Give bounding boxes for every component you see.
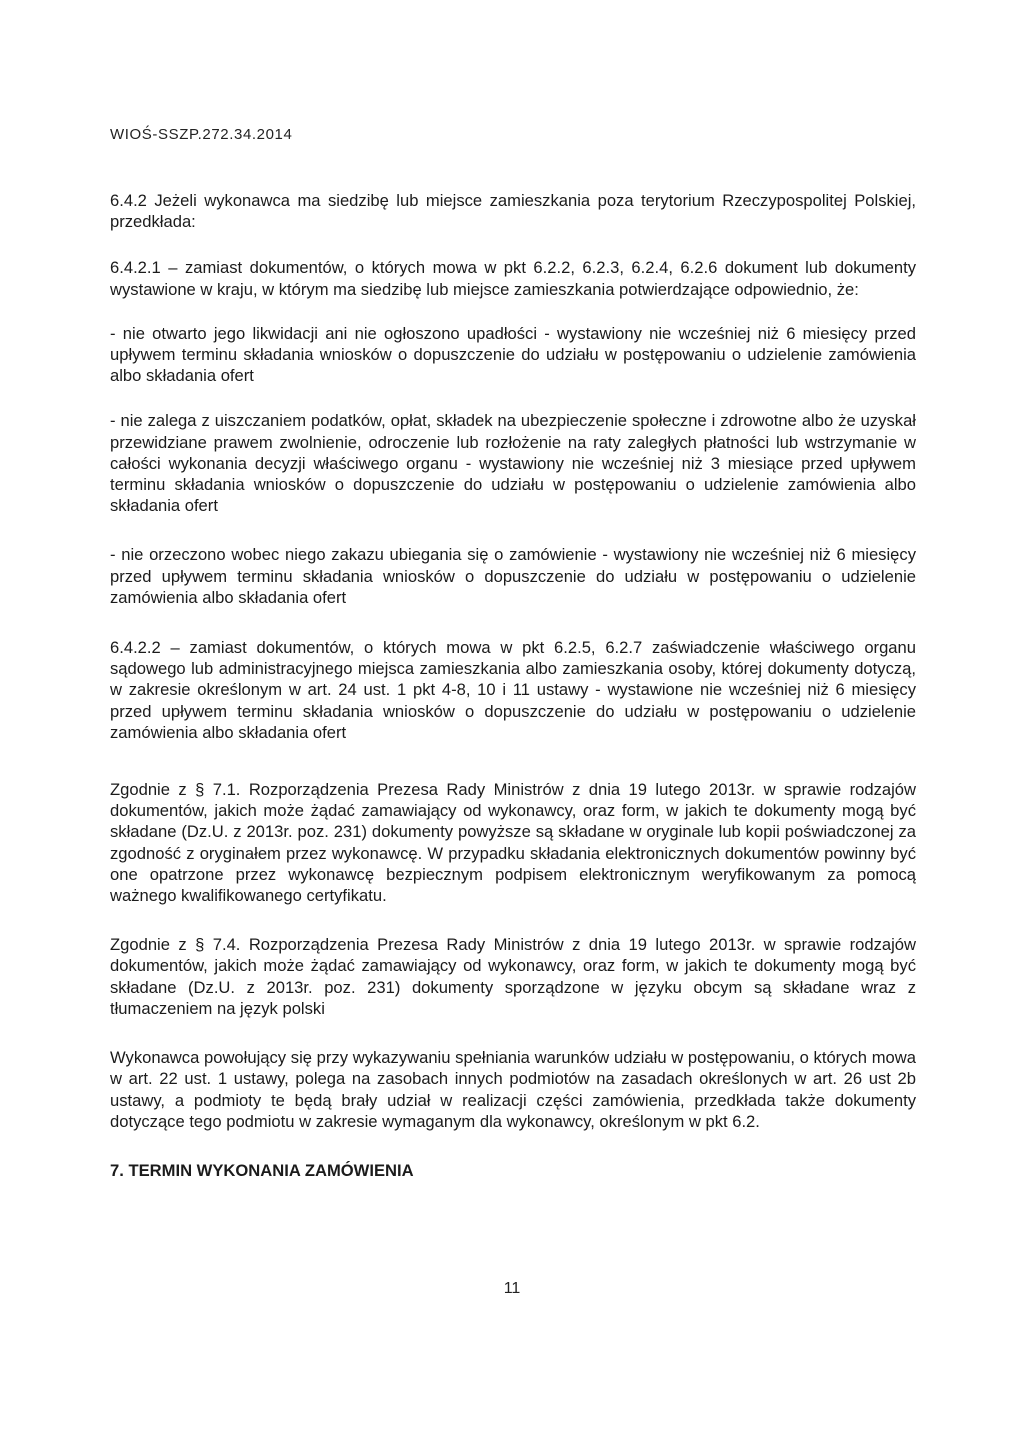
paragraph-6-4-2-2: 6.4.2.2 – zamiast dokumentów, o których mowa w pkt 6.2.5, 6.2.7 zaświadczenie właściwego organu sądowego lub administracyjnego miejsca zamieszkania albo zamieszkania osoby, której dokumenty dotyczą, w zakresie określonym w art. 24 ust. 1 pkt 4-8, 10 i 11 ustawy - wystawione nie wcześniej niż 6 miesięcy przed upływem terminu składania wniosków o dopuszczenie do udziału w postępowaniu o udzielenie zamówienia albo składania ofert <box>110 638 916 742</box>
bullet-zakaz: - nie orzeczono wobec niego zakazu ubiegania się o zamówienie - wystawiony nie wcześniej niż 6 miesięcy przed upływem terminu składania wniosków o dopuszczenie do udziału w postępowaniu o udzielenie zamówienia albo składania ofert <box>110 545 916 607</box>
section-heading-7: 7. TERMIN WYKONANIA ZAMÓWIENIA <box>110 1160 414 1180</box>
bullet-likwidacja: - nie otwarto jego likwidacji ani nie ogłoszono upadłości - wystawiony nie wcześniej niż 6 miesięcy przed upływem terminu składania wniosków o dopuszczenie do udziału w postępowaniu o udzielenie zamówienia albo składania ofert <box>110 323 916 386</box>
bullet-podatki: - nie zalega z uiszczaniem podatków, opłat, składek na ubezpieczenie społeczne i zdrowotne albo że uzyskał przewidziane prawem zwolnienie, odroczenie lub rozłożenie na raty zaległych płatności lub wstrzymanie w całości wykonania decyzji właściwego organu - wystawiony nie wcześniej niż 3 miesiące przed upływem terminu składania wniosków o dopuszczenie do udziału w postępowaniu o udzielenie zamówienia albo składania ofert <box>110 411 916 516</box>
paragraph-zgodnie-7-1: Zgodnie z § 7.1. Rozporządzenia Prezesa Rady Ministrów z dnia 19 lutego 2013r. w sprawie rodzajów dokumentów, jakich może żądać zamawiający od wykonawcy, oraz form, w jakich te dokumenty mogą być składane (Dz.U. z 2013r. poz. 231) dokumenty powyższe są składane w oryginale lub kopii poświadczonej za zgodność z oryginałem przez wykonawcę. W przypadku składania elektronicznych dokumentów powinny być one opatrzone przez wykonawcę bezpiecznym podpisem elektronicznym weryfikowanym za pomocą ważnego kwalifikowanego certyfikatu. <box>110 780 916 906</box>
paragraph-zgodnie-7-4: Zgodnie z § 7.4. Rozporządzenia Prezesa Rady Ministrów z dnia 19 lutego 2013r. w sprawie rodzajów dokumentów, jakich może żądać zamawiający od wykonawcy, oraz form, w jakich te dokumenty mogą być składane (Dz.U. z 2013r. poz. 231) dokumenty sporządzone w języku obcym są składane wraz z tłumaczeniem na język polski <box>110 935 916 1018</box>
page-number: 11 <box>503 1280 521 1297</box>
document-reference-number: WIOŚ-SSZP.272.34.2014 <box>110 126 293 143</box>
document-body <box>110 190 916 1181</box>
paragraph-wykonawca: Wykonawca powołujący się przy wykazywaniu spełniania warunków udziału w postępowaniu, o których mowa w art. 22 ust. 1 ustawy, polega na zasobach innych podmiotów na zasadach określonych w art. 26 ust 2b ustawy, a podmioty te będą brały udział w realizacji części zamówienia, przedkłada także dokumenty dotyczące tego podmiotu w zakresie wymaganym dla wykonawcy, określonym w pkt 6.2. <box>110 1048 916 1131</box>
paragraph-6-4-2-1: 6.4.2.1 – zamiast dokumentów, o których mowa w pkt 6.2.2, 6.2.3, 6.2.4, 6.2.6 dokument lub dokumenty wystawione w kraju, w którym ma siedzibę lub miejsce zamieszkania potwierdzające odpowiednio, że: <box>110 258 916 299</box>
paragraph-6-4-2: 6.4.2 Jeżeli wykonawca ma siedzibę lub miejsce zamieszkania poza terytorium Rzeczypospolitej Polskiej, przedkłada: <box>110 191 916 232</box>
